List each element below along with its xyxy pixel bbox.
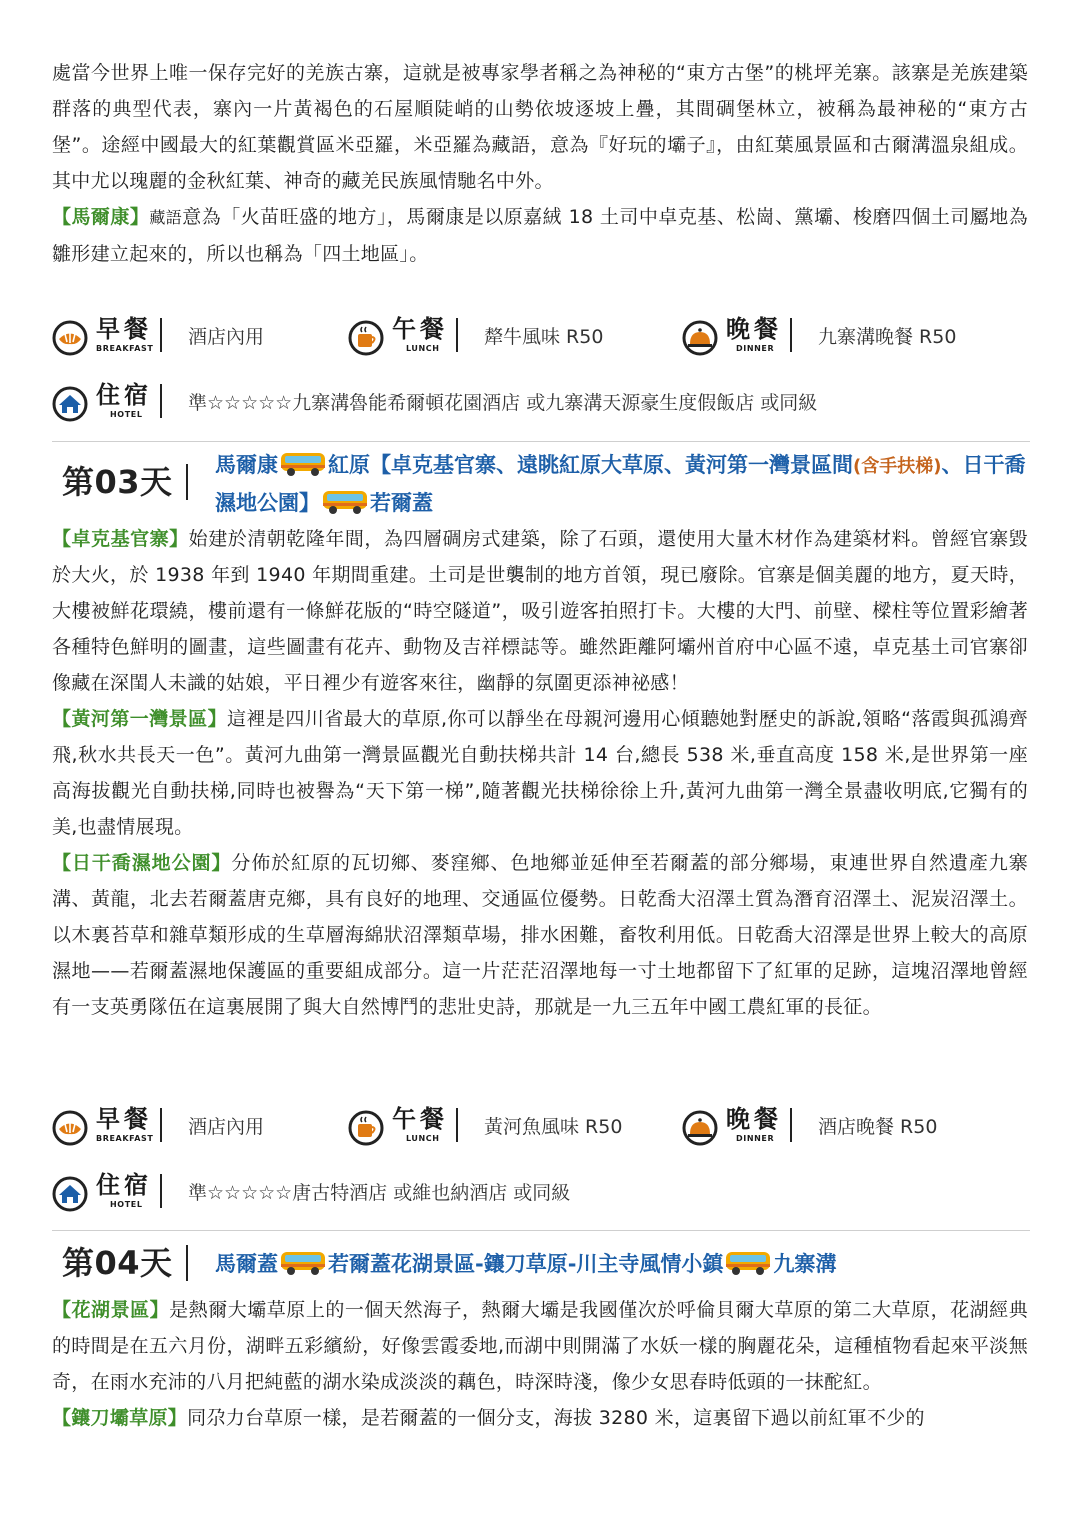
breakfast-block bbox=[52, 312, 342, 364]
route-origin: 馬爾蓋 bbox=[215, 1252, 278, 1276]
separator bbox=[790, 1108, 792, 1142]
yellow-river-text: 這裡是四川省最大的草原,你可以靜坐在母親河邊用心傾聽她對歷史的訴說,領略“落霞與孤鴻齊飛,秋水共長天一色”。黃河九曲第一灣景區觀光自動扶梯共計 14 台,總長 538 米,垂直高度 158 米,是世界第一座高海拔觀光自動扶梯,同時也被譽為“天下第一梯”,隨著觀光扶梯徐徐上升,黃河九曲第一灣全景盡收明底,它獨有的美,也盡情展現。 bbox=[52, 708, 1029, 838]
separator bbox=[456, 318, 458, 352]
dinner-block bbox=[682, 312, 1027, 364]
hotel-title: 住宿 bbox=[96, 381, 152, 409]
day3-hotel-row bbox=[52, 1168, 1032, 1220]
bus-icon bbox=[322, 489, 368, 515]
hotel-bed-icon bbox=[52, 386, 88, 422]
lunch-en: LUNCH bbox=[406, 344, 440, 353]
section-tag-yellow-river: 【黃河第一灣景區】 bbox=[52, 708, 228, 730]
day4-separator bbox=[186, 1245, 188, 1281]
section-divider bbox=[52, 1230, 1030, 1231]
lunch-value: 黃河魚風味 R50 bbox=[484, 1116, 623, 1138]
breakfast-value: 酒店內用 bbox=[188, 1116, 265, 1138]
maerkang-text: 意為「火苗旺盛的地方」，馬爾康是以原嘉絨 18 土司中卓克基、松崗、黨壩、梭磨四個土司屬地為雛形建立起來的，所以也稱為「四土地區」。 bbox=[52, 206, 1028, 265]
dinner-en: DINNER bbox=[736, 1134, 775, 1143]
intro-paragraph bbox=[52, 55, 1028, 272]
section-tag-wetland: 【日干喬濕地公園】 bbox=[52, 852, 232, 874]
route-middle: 紅原【卓克基官寨、遠眺紅原大草原、黃河第一灣景區間 bbox=[328, 453, 853, 477]
hotel-value: 準☆☆☆☆☆九寨溝魯能希爾頓花園酒店 或九寨溝天源豪生度假飯店 或同級 bbox=[188, 392, 818, 414]
day2-meals-row bbox=[52, 312, 1032, 364]
separator bbox=[160, 384, 162, 418]
route-origin: 馬爾康 bbox=[215, 453, 278, 477]
section-tag-maerkang: 【馬爾康】 bbox=[52, 206, 150, 228]
bus-icon bbox=[280, 451, 326, 477]
grassland-text: 同尕力台草原一樣，是若爾蓋的一個分支，海拔 3280 米，這裏留下過以前紅軍不少的 bbox=[187, 1407, 925, 1429]
zhuokeji-text: 始建於清朝乾隆年間，為四層碉房式建築，除了石頭，還使用大量木材作為建築材料。曾經官寨毀於大火，於 1938 年到 1940 年期間重建。土司是世襲制的地方首領，現已廢除。官寨是個美麗的地方，夏天時，大樓被鮮花環繞，樓前還有一條鮮花版的“時空隧道”，吸引遊客拍照打卡。大樓的大門、前壁、樑柱等位置彩繪著各種特色鮮明的圖畫，這些圖畫有花卉、動物及吉祥標誌等。雖然距離阿壩州首府中心區不遠，卓克基土司官寨卻像藏在深閨人未識的姑娘，平日裡少有遊客來往，幽靜的氛圍更添神祕感！ bbox=[52, 528, 1028, 694]
route-middle: 若爾蓋花湖景區-鑲刀草原-川主寺風情小鎮 bbox=[328, 1252, 724, 1276]
route-destination: 九寨溝 bbox=[773, 1252, 837, 1276]
intro-text: 處當今世界上唯一保存完好的羌族古寨，這就是被專家學者稱之為神秘的“東方古堡”的桃坪羌寨。該寨是羌族建築群落的典型代表，寨內一片黃褐色的石屋順陡峭的山勢依坡逐坡上疊，其間碉堡林立，被稱為最神秘的“東方古堡”。途經中國最大的紅葉觀賞區米亞羅，米亞羅為藏語，意為『好玩的壩子』，由紅葉風景區和古爾溝溫泉組成。其中尤以瑰麗的金秋紅葉、神奇的藏羌民族風情馳名中外。 bbox=[52, 62, 1028, 192]
dinner-title: 晚餐 bbox=[726, 315, 782, 343]
breakfast-title: 早餐 bbox=[96, 315, 152, 343]
hotel-value: 準☆☆☆☆☆唐古特酒店 或維也納酒店 或同級 bbox=[188, 1182, 571, 1204]
hotel-bed-icon bbox=[52, 1176, 88, 1212]
coffee-cup-icon bbox=[348, 320, 384, 356]
breakfast-block bbox=[52, 1102, 342, 1154]
wetland-text: 分佈於紅原的瓦切鄉、麥窪鄉、色地鄉並延伸至若爾蓋的部分鄉場，東連世界自然遺產九寨溝、黃龍，北去若爾蓋唐克鄉，具有良好的地理、交通區位優勢。日乾喬大沼澤土質為潛育沼澤土、泥炭沼澤土。以木裏苔草和雜草類形成的生草層海綿狀沼澤類草場，排水困難，畜牧利用低。日乾喬大沼澤是世界上較大的高原濕地——若爾蓋濕地保護區的重要組成部分。這一片茫茫沼澤地每一寸土地都留下了紅軍的足跡，這塊沼澤地曾經有一支英勇隊伍在這裏展開了與大自然博鬥的悲壯史詩，那就是一九三五年中國工農紅軍的長征。 bbox=[52, 852, 1028, 1018]
separator bbox=[160, 1174, 162, 1208]
route-note: (含手扶梯) bbox=[853, 456, 942, 477]
dinner-title: 晚餐 bbox=[726, 1105, 782, 1133]
small-text: 藏語 bbox=[149, 208, 183, 227]
dinner-value: 九寨溝晚餐 R50 bbox=[818, 326, 957, 348]
flower-lake-text: 是熱爾大壩草原上的一個天然海子，熱爾大壩是我國僅次於呼倫貝爾大草原的第二大草原，花湖經典的時間是在五六月份，湖畔五彩繽紛，好像雲霞委地,而湖中則開滿了水妖一樣的胸麗花朵，這種植物看起來平淡無奇，在雨水充沛的八月把純藍的湖水染成淡淡的藕色，時深時淺，像少女思春時低頭的一抹酡紅。 bbox=[52, 1299, 1028, 1393]
day4-paragraphs bbox=[52, 1292, 1028, 1436]
dinner-block bbox=[682, 1102, 1027, 1154]
separator bbox=[160, 318, 162, 352]
route-end: 、日干喬濕地公園】 bbox=[215, 453, 1026, 515]
lunch-value: 犛牛風味 R50 bbox=[484, 326, 604, 348]
hotel-title: 住宿 bbox=[96, 1171, 152, 1199]
croissant-icon bbox=[52, 1110, 88, 1146]
day4-route bbox=[215, 1246, 1027, 1282]
bus-icon bbox=[725, 1250, 771, 1276]
hotel-en: HOTEL bbox=[110, 410, 143, 419]
hotel-block bbox=[52, 1168, 1032, 1220]
route-destination: 若爾蓋 bbox=[370, 491, 433, 515]
lunch-title: 午餐 bbox=[392, 1105, 448, 1133]
day3-route bbox=[215, 447, 1027, 521]
breakfast-en: BREAKFAST bbox=[96, 1134, 154, 1143]
section-tag-flower-lake: 【花湖景區】 bbox=[52, 1299, 170, 1321]
breakfast-value: 酒店內用 bbox=[188, 326, 265, 348]
croissant-icon bbox=[52, 320, 88, 356]
separator bbox=[456, 1108, 458, 1142]
day3-paragraphs bbox=[52, 521, 1028, 1025]
cloche-icon bbox=[682, 320, 718, 356]
dinner-value: 酒店晚餐 R50 bbox=[818, 1116, 938, 1138]
day2-hotel-row bbox=[52, 378, 1032, 430]
cloche-icon bbox=[682, 1110, 718, 1146]
coffee-cup-icon bbox=[348, 1110, 384, 1146]
day3-separator bbox=[186, 464, 188, 500]
section-tag-grassland: 【鑲刀壩草原】 bbox=[52, 1407, 188, 1429]
bus-icon bbox=[280, 1250, 326, 1276]
lunch-en: LUNCH bbox=[406, 1134, 440, 1143]
separator bbox=[160, 1108, 162, 1142]
separator bbox=[790, 318, 792, 352]
hotel-block bbox=[52, 378, 1032, 430]
breakfast-en: BREAKFAST bbox=[96, 344, 154, 353]
section-divider bbox=[52, 441, 1030, 442]
lunch-block bbox=[348, 1102, 678, 1154]
section-tag-zhuokeji: 【卓克基官寨】 bbox=[52, 528, 189, 550]
hotel-en: HOTEL bbox=[110, 1200, 143, 1209]
breakfast-title: 早餐 bbox=[96, 1105, 152, 1133]
lunch-title: 午餐 bbox=[392, 315, 448, 343]
dinner-en: DINNER bbox=[736, 344, 775, 353]
day3-label: 第03天 bbox=[62, 463, 173, 501]
day4-label: 第04天 bbox=[62, 1244, 173, 1282]
lunch-block bbox=[348, 312, 678, 364]
day3-meals-row bbox=[52, 1102, 1032, 1154]
